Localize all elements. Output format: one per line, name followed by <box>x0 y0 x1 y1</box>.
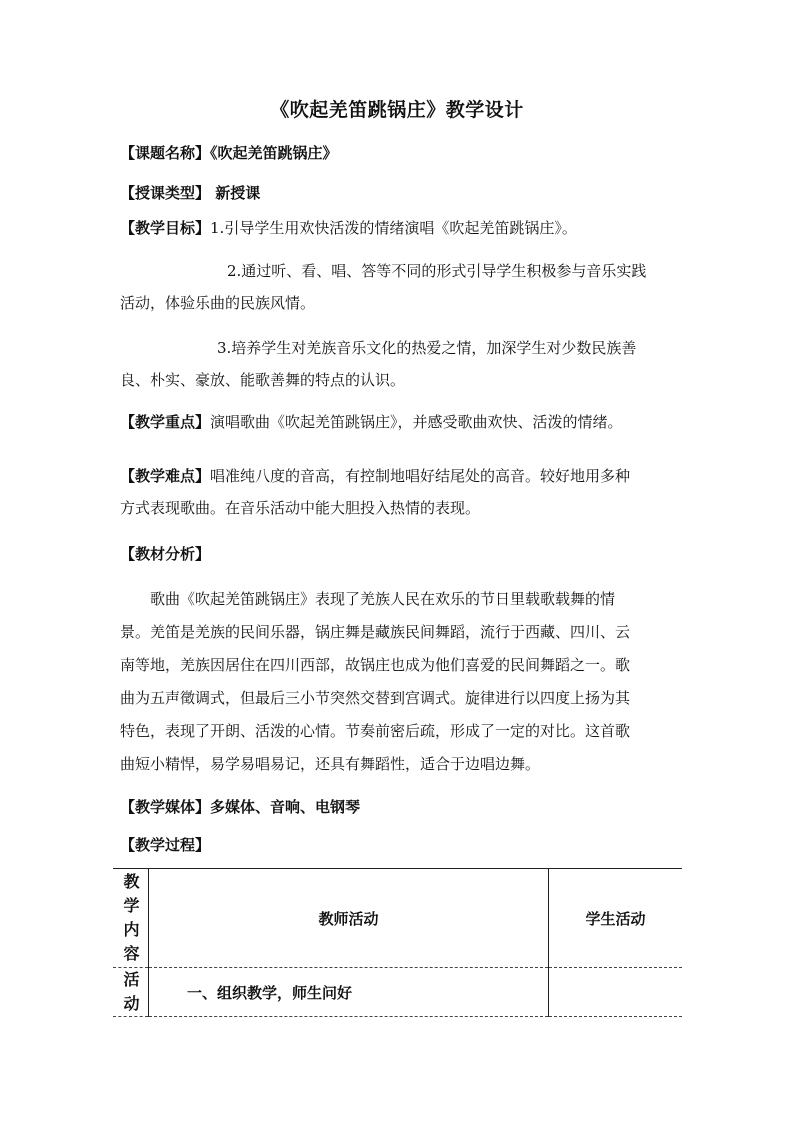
header-teacher-text: 教师活动 <box>318 909 379 928</box>
row1-content-text <box>113 968 148 1016</box>
header-content-char: 教 <box>123 872 140 891</box>
lesson-name-label: 【课题名称】 <box>120 144 211 162</box>
lesson-name-value: 《吹起羌笛跳锅庄》 <box>210 144 338 162</box>
row1-student-cell <box>549 968 683 1017</box>
document-title: 《吹起羌笛跳锅庄》教学设计 <box>270 99 524 121</box>
row1-content-cell <box>113 968 149 1017</box>
row1-content-char: 活 <box>123 970 140 989</box>
header-content-char: 内 <box>123 920 140 939</box>
objective-item-2-line-1: 2.通过听、看、唱、答等不同的形式引导学生积极参与音乐实践 <box>227 262 647 280</box>
analysis-line-5: 特色，表现了开朗、活泼的心情。节奏前密后疏，形成了一定的对比。这首歌 <box>120 722 631 740</box>
analysis-line-6: 曲短小精悍，易学易唱易记，还具有舞蹈性，适合于边唱边舞。 <box>120 755 541 773</box>
media-label: 【教学媒体】 <box>120 798 211 816</box>
key-points-line <box>120 411 623 433</box>
objectives-label: 【教学目标】 <box>120 219 211 237</box>
objective-item-3-line-1: 3.培养学生对羌族音乐文化的热爱之情，加深学生对少数民族善 <box>217 339 637 357</box>
header-teacher-cell <box>149 869 549 968</box>
objective-item-1 <box>120 217 577 239</box>
analysis-line-1: 歌曲《吹起羌笛跳锅庄》表现了羌族人民在欢乐的节日里载歌载舞的情 <box>150 590 616 608</box>
row1-content-char: 动 <box>123 994 140 1013</box>
objective-item-3-line-2: 良、朴实、豪放、能歌善舞的特点的认识。 <box>120 371 406 389</box>
difficulties-line-2: 方式表现歌曲。在音乐活动中能大胆投入热情的表现。 <box>120 499 481 517</box>
header-student-cell <box>549 869 683 968</box>
lesson-type-line <box>120 182 260 204</box>
row1-teacher-text: 一、组织教学，师生问好 <box>187 983 353 1002</box>
header-content-char: 学 <box>123 896 140 915</box>
process-table <box>113 868 682 1017</box>
teaching-process-table <box>113 868 680 1018</box>
header-student-text: 学生活动 <box>585 909 646 928</box>
difficulties-label: 【教学难点】 <box>120 467 211 485</box>
analysis-line-4: 曲为五声徵调式，但最后三小节突然交替到宫调式。旋律进行以四度上扬为其 <box>120 689 631 707</box>
difficulties-line-1 <box>120 465 630 487</box>
header-content-char: 容 <box>123 944 140 963</box>
lesson-type-value: 新授课 <box>210 184 261 202</box>
difficulties-text-1: 唱准纯八度的音高，有控制地唱好结尾处的高音。较好地用多种 <box>210 467 631 485</box>
table-header-row <box>113 869 682 968</box>
lesson-type-label: 【授课类型】 <box>120 184 211 202</box>
objective-1-text: 1.引导学生用欢快活泼的情绪演唱《吹起羌笛跳锅庄》。 <box>210 219 577 237</box>
lesson-name-line <box>120 142 338 164</box>
header-content-text <box>113 870 148 966</box>
table-row <box>113 968 682 1017</box>
key-points-label: 【教学重点】 <box>120 413 211 431</box>
material-analysis-label: 【教材分析】 <box>120 545 211 563</box>
key-points-text: 演唱歌曲《吹起羌笛跳锅庄》，并感受歌曲欢快、活泼的情绪。 <box>210 413 623 431</box>
row1-teacher-cell <box>149 968 549 1017</box>
analysis-line-3: 南等地，羌族因居住在四川西部，故锅庄也成为他们喜爱的民间舞蹈之一。歌 <box>120 656 631 674</box>
objective-item-2-line-2: 活动，体验乐曲的民族风情。 <box>120 294 316 312</box>
analysis-line-2: 景。羌笛是羌族的民间乐器，锅庄舞是藏族民间舞蹈，流行于西藏、四川、云 <box>120 623 631 641</box>
process-label: 【教学过程】 <box>120 836 211 854</box>
media-line <box>120 796 360 818</box>
media-value: 多媒体、音响、电钢琴 <box>210 798 361 816</box>
header-content-cell <box>113 869 149 968</box>
